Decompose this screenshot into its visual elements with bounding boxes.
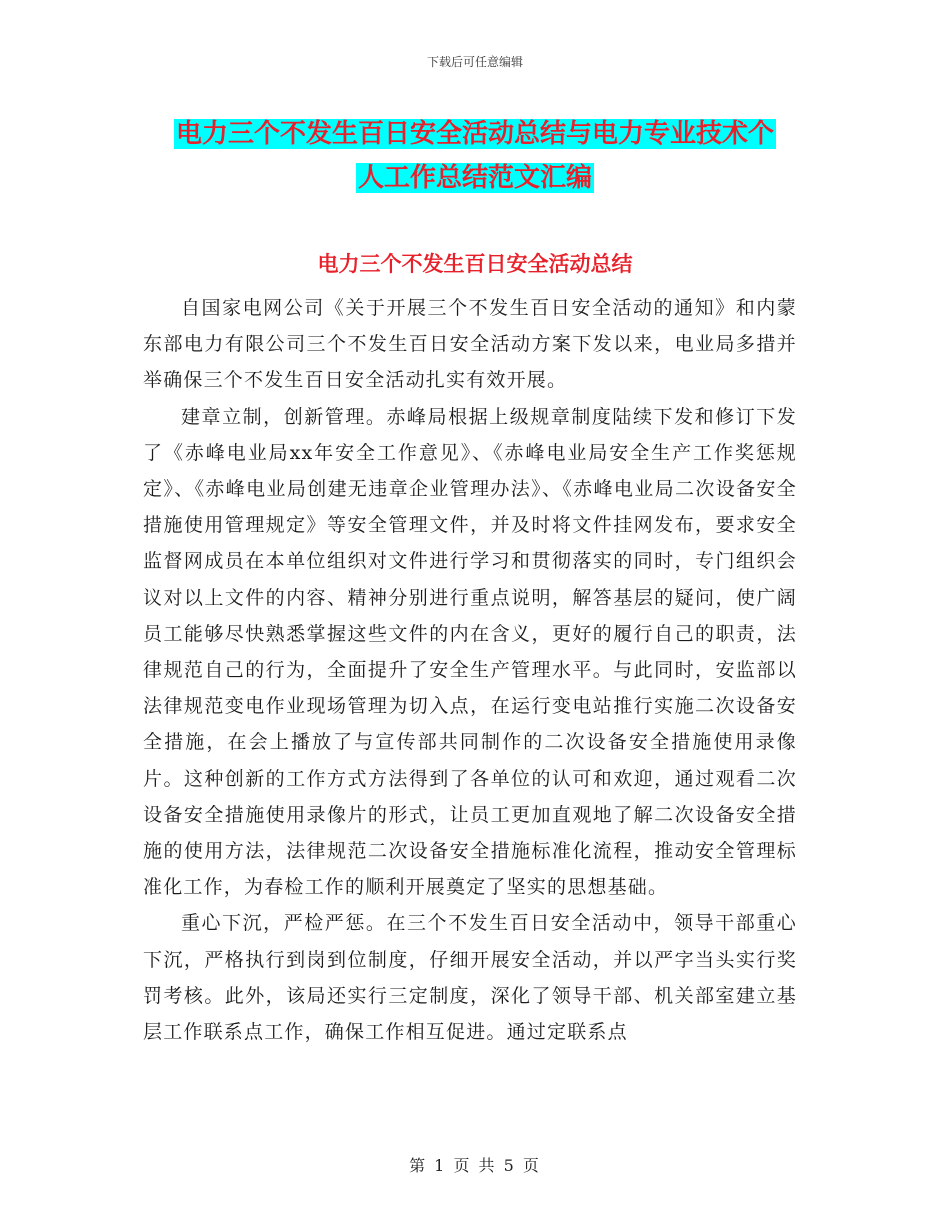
paragraph-intro: 自国家电网公司《关于开展三个不发生百日安全活动的通知》和内蒙东部电力有限公司三个不发生百日安全活动方案下发以来，电业局多措并举确保三个不发生百日安全活动扎实有效开展。 — [143, 297, 797, 392]
page-number: 第 1 页 共 5 页 — [409, 1156, 541, 1175]
paragraph-regulations: 建章立制，创新管理。赤峰局根据上级规章制度陆续下发和修订下发了《赤峰电业局xx年安全工作意见》、《赤峰电业局安全生产工作奖惩规定》、《赤峰电业局创建无违章企业管理办法》、《赤峰电业局二次设备安全措施使用管理规定》等安全管理文件，并及时将文件挂网发布，要求安全监督网成员在本单位组织对文件进行学习和贯彻落实的同时，专门组织会议对以上文件的内容、精神分别进行重点说明，解答基层的疑问，使广阔员工能够尽快熟悉掌握这些文件的内在含义，更好的履行自己的职责，法律规范自己的行为，全面提升了安全生产管理水平。与此同时，安监部以法律规范变电作业现场管理为切入点，在运行变电站推行实施二次设备安全措施，在会上播放了与宣传部共同制作的二次设备安全措施使用录像片。这种创新的工作方式方法得到了各单位的认可和欢迎，通过观看二次设备安全措施使用录像片的形式，让员工更加直观地了解二次设备安全措施的使用方法，法律规范二次设备安全措施标准化流程，推动安全管理标准化工作，为春检工作的顺利开展奠定了坚实的思想基础。 — [143, 405, 797, 899]
document-title — [140, 112, 810, 200]
section-heading: 电力三个不发生百日安全活动总结 — [317, 252, 633, 276]
body-text — [143, 290, 797, 1050]
document-title-line-1: 电力三个不发生百日安全活动总结与电力专业技术个 — [175, 119, 774, 149]
header-note: 下载后可任意编辑 — [426, 55, 523, 69]
paragraph-inspection: 重心下沉，严检严惩。在三个不发生百日安全活动中，领导干部重心下沉，严格执行到岗到位制度，仔细开展安全活动，并以严字当头实行奖罚考核。此外，该局还实行三定制度，深化了领导干部、机关部室建立基层工作联系点工作，确保工作相互促进。通过定联系点 — [143, 912, 797, 1044]
document-title-line-2: 人工作总结范文汇编 — [357, 163, 592, 193]
